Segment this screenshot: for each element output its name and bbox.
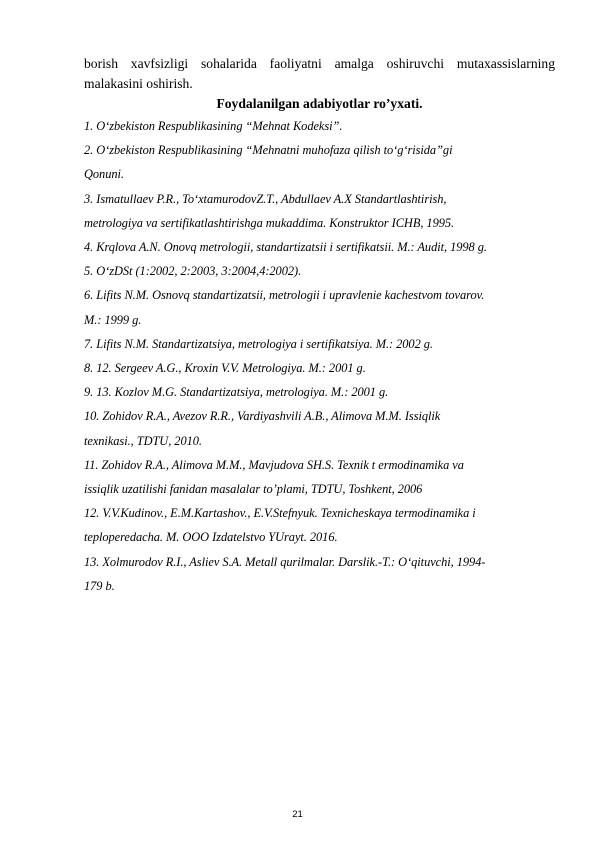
reference-line: Qonuni. xyxy=(84,167,124,182)
reference-line: 9. 13. Kozlov M.G. Standartizatsiya, metrologiya. M.: 2001 g. xyxy=(84,385,389,400)
page-content xyxy=(84,54,555,598)
page-number: 21 xyxy=(292,809,303,820)
reference-line: 7. Lifits N.M. Standartizatsiya, metrologiya i sertifikatsiya. M.: 2002 g. xyxy=(84,336,433,351)
reference-line: M.: 1999 g. xyxy=(84,312,142,327)
reference-line: 2. O‘zbekiston Respublikasining “Mehnatni muhofaza qilish to‘g‘risida”gi xyxy=(84,143,453,158)
reference-line: 11. Zohidov R.A., Alimova M.M., Mavjudova SH.S. Texnik t ermodinamika va xyxy=(84,457,464,472)
intro-paragraph: borish xavfsizligi sohalarida faoliyatni amalga oshiruvchi mutaxassislarning malakasini oshirish. xyxy=(84,56,555,91)
reference-line: 12. V.V.Kudinov., E.M.Kartashov., E.V.Stefnyuk. Texnicheskaya termodinamika i xyxy=(84,506,476,521)
references-list xyxy=(84,114,555,598)
reference-line: 1. O‘zbekiston Respublikasining “Mehnat Kodeksi”. xyxy=(84,119,343,133)
reference-line: 13. Xolmurodov R.I., Asliev S.A. Metall qurilmalar. Darslik.-T.: O‘qituvchi, 1994- xyxy=(84,554,486,569)
reference-line: 10. Zohidov R.A., Avezov R.R., Vardiyashvili A.B., Alimova M.M. Issiqlik xyxy=(84,409,441,424)
reference-line: texnikasi., TDTU, 2010. xyxy=(84,433,202,448)
reference-line: 5. O‘zDSt (1:2002, 2:2003, 3:2004,4:2002). xyxy=(84,264,302,279)
reference-line: metrologiya va sertifikatlashtirishga mukaddima. Konstruktor ICHB, 1995. xyxy=(84,215,455,230)
reference-line: 6. Lifits N.M. Osnovq standartizatsii, metrologii i upravlenie kachestvom tovarov. xyxy=(84,288,485,303)
reference-line: 3. Ismatullaev P.R., To‘xtamurodovZ.T., Abdullaev A.X Standartlashtirish, xyxy=(84,191,447,206)
reference-line: 179 b. xyxy=(84,578,115,593)
reference-line: teploperedacha. M. OOO Izdatelstvo YUrayt. 2016. xyxy=(84,530,338,545)
references-heading: Foydalanilgan adabiyotlar ro’yxati. xyxy=(216,96,423,111)
reference-line: 8. 12. Sergeev A.G., Kroxin V.V. Metrologiya. M.: 2001 g. xyxy=(84,361,366,376)
reference-line: issiqlik uzatilishi fanidan masalalar to’plami, TDTU, Toshkent, 2006 xyxy=(84,482,423,497)
reference-line: 4. Krqlova A.N. Onovq metrologii, standartizatsii i sertifikatsii. M.: Audit, 1998 g. xyxy=(84,240,487,255)
